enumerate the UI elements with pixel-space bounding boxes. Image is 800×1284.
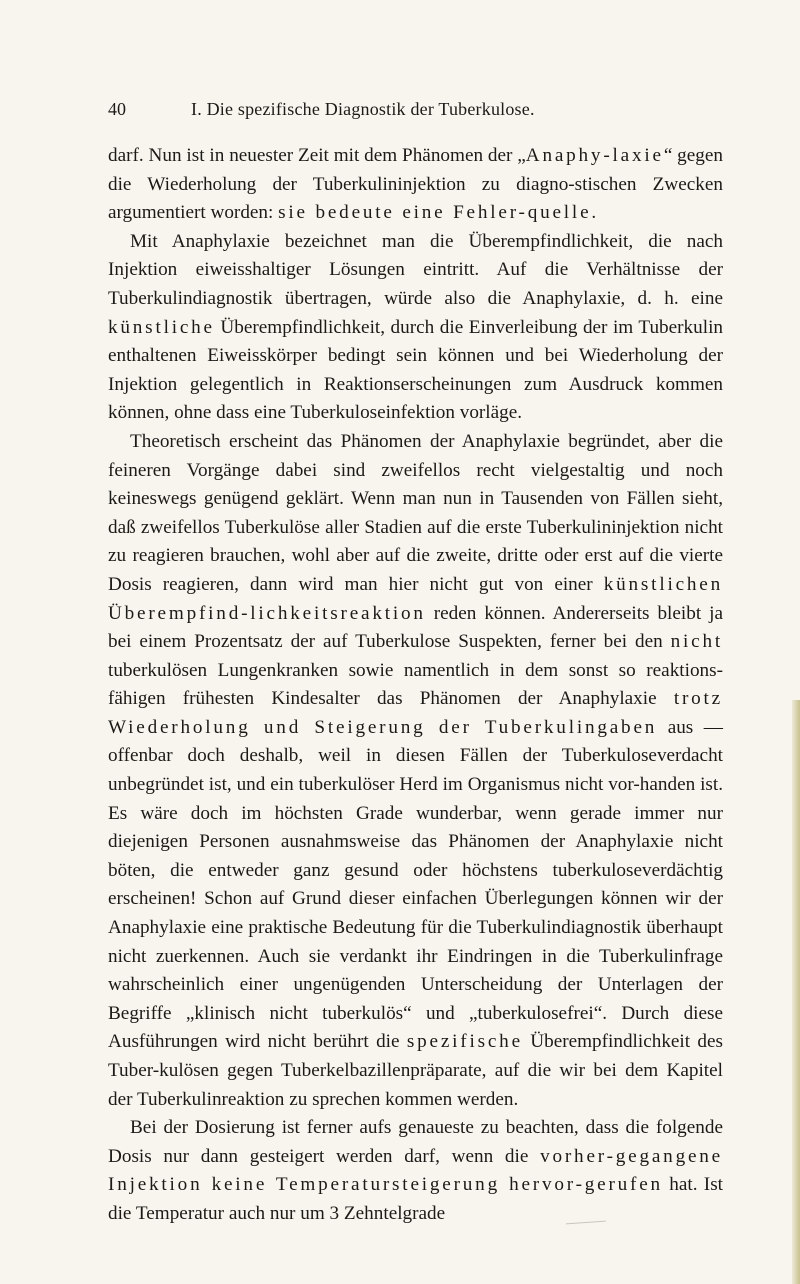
spaced-term: trotz Wiederholung und Steigerung der Tuberkulingaben xyxy=(108,688,723,738)
spaced-term: spezifische xyxy=(406,1031,523,1053)
text-segment: darf. Nun ist in neuester Zeit mit dem Phänomen der „ xyxy=(108,145,526,166)
text-segment: hat. Ist die Temperatur auch nur um 3 Zehntelgrade xyxy=(108,1174,723,1224)
spaced-term: sie bedeute eine Fehler-quelle xyxy=(278,202,592,224)
paragraph-1 xyxy=(108,142,723,228)
spaced-term: künstliche xyxy=(108,316,215,338)
spaced-term: vorher-gegangene Injektion keine Temperatursteigerung hervor-gerufen xyxy=(108,1145,723,1196)
spaced-term: Anaphy-laxie xyxy=(525,145,664,166)
text-segment: Mit Anaphylaxie bezeichnet man die Überempfindlichkeit, die nach Injektion eiweisshaltiger Lösungen eintritt. Auf die Verhältnisse der Tuberkulindiagnostik übertragen, würde also die Anaphylaxie, d. h. eine xyxy=(108,230,723,309)
text-segment: Theoretisch erscheint das Phänomen der Anaphylaxie begründet, aber die feineren Vorgänge dabei sind zweifellos recht vielgestaltig und noch keineswegs genügend geklärt. Wenn man nun in Tausenden von Fällen sieht, daß zweifellos Tuberkulöse aller Stadien auf die erste Tuberkulininjektion nicht zu reagieren brauchen, wohl aber auf die zweite, dritte oder erst auf die vierte Dosis reagieren, dann wird man hier nicht gut von einer xyxy=(108,430,723,595)
text-segment: tuberkulösen Lungenkranken sowie namentlich in dem sonst so reaktions-fähigen frühesten Kindesalter das Phänomen der Anaphylaxie xyxy=(108,659,723,710)
page-number: 40 xyxy=(108,99,126,119)
text-segment: reden können. Andererseits bleibt ja bei einem Prozentsatz der auf Tuberkulose Suspekten, ferner bei den xyxy=(108,602,723,653)
body-text xyxy=(108,142,723,1229)
text-segment: aus — offenbar doch deshalb, weil in diesen Fällen der Tuberkuloseverdacht unbegründet ist, und ein tuberkulöser Herd im Organismus nicht vor-handen ist. Es wäre doch im höchsten Grade wunderbar, wenn gerade immer nur diejenigen Personen ausnahmsweise das Phänomen der Anaphylaxie nicht böten, die entweder ganz gesund oder höchstens tuberkuloseverdächtig erscheinen! Schon auf Grund dieser einfachen Überlegungen können wir der Anaphylaxie eine praktische Bedeutung für die Tuberkulindiagnostik überhaupt nicht zuerkennen. Auch sie verdankt ihr Eindringen in die Tuberkulinfrage wahrscheinlich einer ungenügenden Unterscheidung der Unterlagen der Begriffe „klinisch nicht tuberkulös“ und „tuberkulosefrei“. Durch diese Ausführungen wird nicht berührt die xyxy=(108,716,723,1053)
running-title: I. Die spezifische Diagnostik der Tuberkulose. xyxy=(191,99,535,119)
spaced-term: nicht xyxy=(670,631,723,653)
page-edge-shadow xyxy=(792,700,800,1284)
text-segment: Überempfindlichkeit, durch die Einverleibung der im Tuberkulin enthaltenen Eiweisskörper bedingt sein können und bei Wiederholung der Injektion gelegentlich in Reaktionserscheinungen zum Ausdruck kommen können, ohne dass eine Tuberkuloseinfektion vorläge. xyxy=(108,316,723,424)
paragraph-4 xyxy=(108,1114,723,1228)
text-segment: Überempfindlichkeit des Tuber-kulösen gegen Tuberkelbazillenpräparate, auf die wir bei dem Kapitel der Tuberkulinreaktion zu sprechen kommen werden. xyxy=(108,1031,724,1110)
spaced-term: künstlichen Überempfind-lichkeitsreaktion xyxy=(108,573,723,624)
paragraph-3 xyxy=(108,428,723,1114)
text-segment: “ gegen die Wiederholung der Tuberkulininjektion zu diagno-stischen Zwecken argumentiert worden: xyxy=(108,145,723,224)
text-segment: . xyxy=(591,202,597,224)
text-segment: Bei der Dosierung ist ferner aufs genaueste zu beachten, dass die folgende Dosis nur dann gesteigert werden darf, wenn die xyxy=(108,1117,723,1167)
paragraph-2 xyxy=(108,228,723,428)
